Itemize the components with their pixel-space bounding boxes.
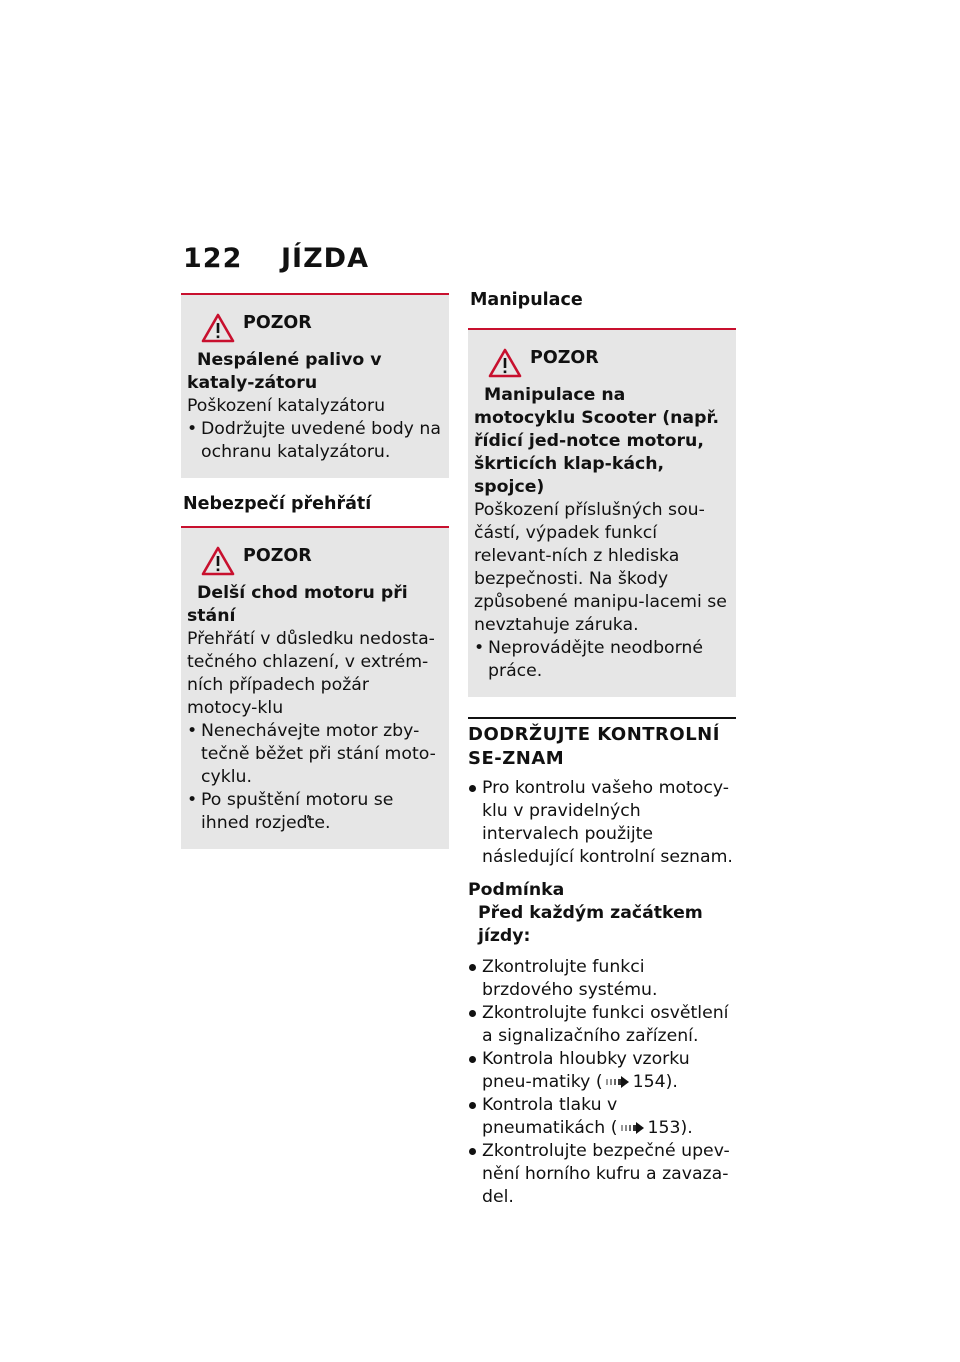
checklist-item: Zkontrolujte funkci osvětlení a signalizačního zařízení. <box>468 1002 736 1048</box>
warning-triangle-icon <box>488 348 522 378</box>
warning-body: Poškození katalyzátoru <box>187 396 386 416</box>
condition-label: Podmínka <box>468 880 565 900</box>
warning-label: POZOR <box>530 347 599 368</box>
warning-header <box>187 546 443 576</box>
warning-header <box>187 313 443 343</box>
warning-bullet: • Po spuštění motoru se ihned rozjeďte. <box>187 789 443 835</box>
page-reference-arrow-icon <box>618 1122 648 1134</box>
checklist <box>468 956 736 1209</box>
warning-box-overheating <box>181 526 449 849</box>
condition-text: Před každým začátkem jízdy: <box>478 903 703 946</box>
warning-body: Poškození příslušných sou-částí, výpadek funkcí relevant-ních z hlediska bezpečnosti. Na škody způsobené manipu-lacemi se nevztahuje záruka. <box>474 500 727 635</box>
page-reference[interactable]: 153). <box>647 1118 693 1138</box>
checklist-item: Zkontrolujte funkci brzdového systému. <box>468 956 736 1002</box>
page-header <box>183 243 369 274</box>
section-title-checklist: DODRŽUJTE KONTROLNÍ SE-ZNAM <box>468 717 736 771</box>
warning-bullet: • Nenechávejte motor zby-tečně běžet při stání moto-cyklu. <box>187 720 443 789</box>
warning-bullets <box>187 418 443 464</box>
checklist-item-text: Kontrola hloubky vzorku pneu-matiky ( <box>482 1049 690 1092</box>
warning-bullets <box>187 720 443 835</box>
warning-header <box>474 348 730 378</box>
warning-box-manipulation <box>468 328 736 697</box>
warning-box-catalyst <box>181 293 449 478</box>
warning-body: Přehřátí v důsledku nedosta-tečného chlazení, v extrém-ních případech požár motocy-klu <box>187 629 435 718</box>
page-number: 122 <box>183 243 243 274</box>
page-reference[interactable]: 154). <box>632 1072 678 1092</box>
left-column <box>181 293 449 849</box>
warning-bullet: • Neprovádějte neodborné práce. <box>474 637 730 683</box>
checklist-item <box>468 1094 736 1140</box>
warning-triangle-icon <box>201 546 235 576</box>
page-reference-arrow-icon <box>603 1076 633 1088</box>
checklist-intro <box>468 777 736 869</box>
checklist-item: Zkontrolujte bezpečné upev-nění horního kufru a zavaza-del. <box>468 1140 736 1209</box>
warning-label: POZOR <box>243 312 312 333</box>
subheading-overheating: Nebezpečí přehřátí <box>183 494 372 514</box>
intro-item: Pro kontrolu vašeho motocy-klu v pravidelných intervalech použijte následující kontrolní seznam. <box>468 777 736 869</box>
warning-label: POZOR <box>243 545 312 566</box>
warning-triangle-icon <box>201 313 235 343</box>
subheading-manipulation: Manipulace <box>470 290 583 310</box>
warning-title: Nespálené palivo v kataly-zátoru <box>187 350 382 393</box>
warning-title: Manipulace na motocyklu Scooter (např. řídicí jed-notce motoru, škrticích klap-kách, spojce) <box>474 385 720 497</box>
warning-bullet: • Dodržujte uvedené body na ochranu katalyzátoru. <box>187 418 443 464</box>
checklist-item <box>468 1048 736 1094</box>
warning-title: Delší chod motoru při stání <box>187 583 408 626</box>
right-column <box>468 288 736 1209</box>
chapter-title: JÍZDA <box>281 243 369 274</box>
checklist-item-text: Kontrola tlaku v pneumatikách ( <box>482 1095 618 1138</box>
warning-bullets <box>474 637 730 683</box>
